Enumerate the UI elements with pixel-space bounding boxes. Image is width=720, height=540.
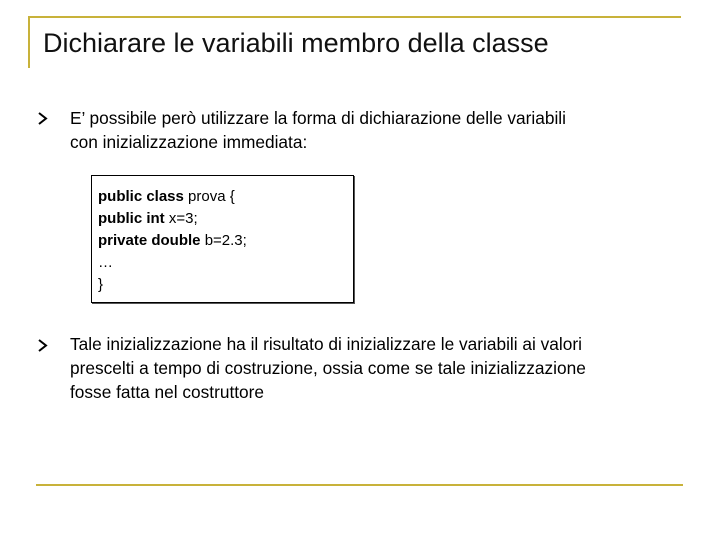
bullet-text-2 <box>70 332 690 404</box>
bullet-2-line-3: fosse fatta nel costruttore <box>70 382 265 402</box>
bullet-2-line-2: prescelti a tempo di costruzione, ossia come se tale inizializzazione <box>70 358 586 378</box>
code-line-4 <box>98 252 113 274</box>
code-text: x=3; <box>164 210 198 227</box>
code-keyword: public class <box>98 188 184 205</box>
arrowhead-bullet-icon <box>38 339 50 353</box>
slide-title: Dichiarare le variabili membro della classe <box>43 28 549 58</box>
code-keyword: public int <box>98 210 165 227</box>
code-line-1 <box>98 186 235 208</box>
title-left-rule <box>28 16 30 68</box>
bullet-1-line-2: con inizializzazione immediata: <box>70 132 308 152</box>
code-text: } <box>98 276 104 293</box>
code-box <box>91 175 354 303</box>
code-line-5 <box>98 274 103 296</box>
bullet-text-1 <box>70 106 690 154</box>
bullet-1-line-1: E’ possibile però utilizzare la forma di dichiarazione delle variabili <box>70 108 566 128</box>
code-line-3 <box>98 230 247 252</box>
bullet-2-line-1: Tale inizializzazione ha il risultato di inizializzare le variabili ai valori <box>70 334 582 354</box>
code-keyword: private double <box>98 232 201 249</box>
code-line-2 <box>98 208 198 230</box>
code-text: prova { <box>183 188 235 205</box>
bottom-rule <box>36 484 683 486</box>
code-text: b=2.3; <box>200 232 247 249</box>
arrowhead-bullet-icon <box>38 112 50 126</box>
code-text: … <box>98 254 113 271</box>
title-top-rule <box>28 16 681 18</box>
